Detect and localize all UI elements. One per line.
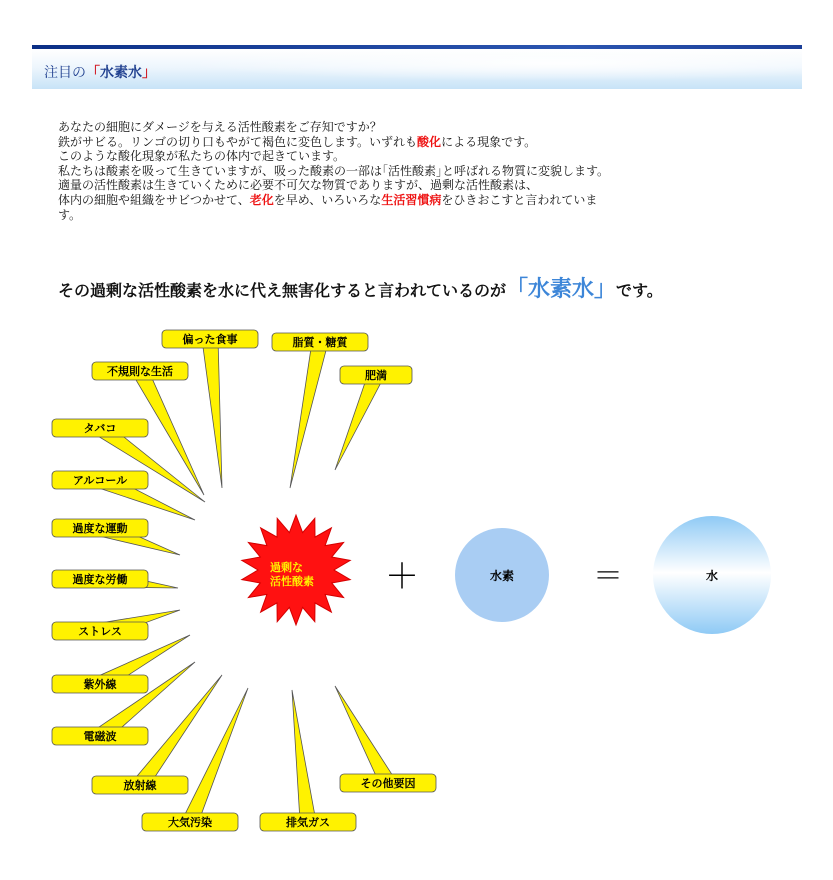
cause-label: ストレス	[78, 625, 122, 638]
cause-callout	[52, 570, 178, 588]
section-title-prefix: 注目の	[44, 65, 86, 81]
cause-label: 過度な運動	[72, 522, 128, 535]
intro-line-2-b: による現象です。	[441, 134, 537, 149]
keyword-aging: 老化	[249, 192, 274, 207]
headline-after: です。	[616, 281, 663, 300]
cause-callout	[162, 330, 258, 488]
keyword-lifestyle-disease: 生活習慣病	[381, 192, 442, 207]
intro-line-7: す。	[58, 207, 82, 222]
cause-label: 排気ガス	[286, 816, 330, 829]
section-title-open-bracket: 「	[86, 65, 100, 81]
intro-line-3: このような酸化現象が私たちの体内で起きています。	[58, 149, 346, 164]
keyword-oxidation: 酸化	[417, 134, 442, 149]
cause-callout	[52, 610, 180, 640]
cause-label: 脂質・糖質	[292, 336, 348, 349]
equals-sign: ＝	[593, 559, 623, 594]
cause-label: 大気汚染	[168, 816, 212, 829]
intro-line-5: 適量の活性酸素は生きていくために必要不可欠な物質でありますが、過剰な活性酸素は、	[58, 178, 539, 193]
headline-keyword: 「水素水」	[506, 277, 617, 302]
plus-sign: ＋	[385, 557, 419, 597]
cause-label: 肥満	[365, 369, 387, 382]
star-label-line-1: 過剰な	[270, 561, 303, 574]
section-title-keyword: 水素水	[100, 65, 142, 81]
cause-callout	[335, 686, 436, 792]
callout-tail	[290, 340, 328, 488]
cause-label: タバコ	[83, 422, 117, 435]
cause-label: 不規則な生活	[107, 365, 173, 378]
callout-tail	[292, 690, 316, 823]
water-label: 水	[705, 569, 719, 583]
intro-line-6-b: を早め、いろいろな	[273, 192, 382, 207]
intro-line-2-a: 鉄がサビる。リンゴの切り口もやがて褐色に変色します。いずれも	[58, 134, 418, 149]
cause-callout	[52, 519, 180, 555]
cause-callout	[260, 690, 356, 831]
cause-label: 電磁波	[83, 730, 117, 743]
cause-callout	[272, 333, 368, 488]
headline-before: その過剰な活性酸素を水に代え無害化すると言われているのが	[58, 281, 507, 300]
intro-line-4: 私たちは酸素を吸って生きていますが、吸った酸素の一部は｢活性酸素｣と呼ばれる物質に変貌します。	[58, 163, 610, 178]
hydrogen-label: 水素	[489, 569, 515, 583]
intro-line-6-c: をひきおこすと言われていま	[441, 192, 598, 207]
section-title-close-bracket: 」	[142, 65, 156, 81]
cause-label: その他要因	[360, 777, 416, 790]
cause-label: 放射線	[123, 779, 157, 792]
callout-tail	[335, 686, 395, 787]
cause-label: 紫外線	[83, 678, 117, 691]
callout-tail	[202, 338, 222, 488]
intro-line-1: あなたの細胞にダメージを与える活性酸素をご存知ですか？	[58, 120, 382, 134]
callout-tail	[183, 688, 248, 825]
cause-label: アルコール	[72, 474, 128, 487]
intro-line-6-a: 体内の細胞や組織をサビつかせて、	[58, 192, 250, 207]
cause-label: 偏った食事	[182, 333, 238, 346]
cause-callout	[335, 366, 412, 470]
star-label-line-2: 活性酸素	[270, 575, 314, 588]
callout-tail	[335, 372, 383, 470]
cause-label: 過度な労働	[72, 573, 128, 586]
